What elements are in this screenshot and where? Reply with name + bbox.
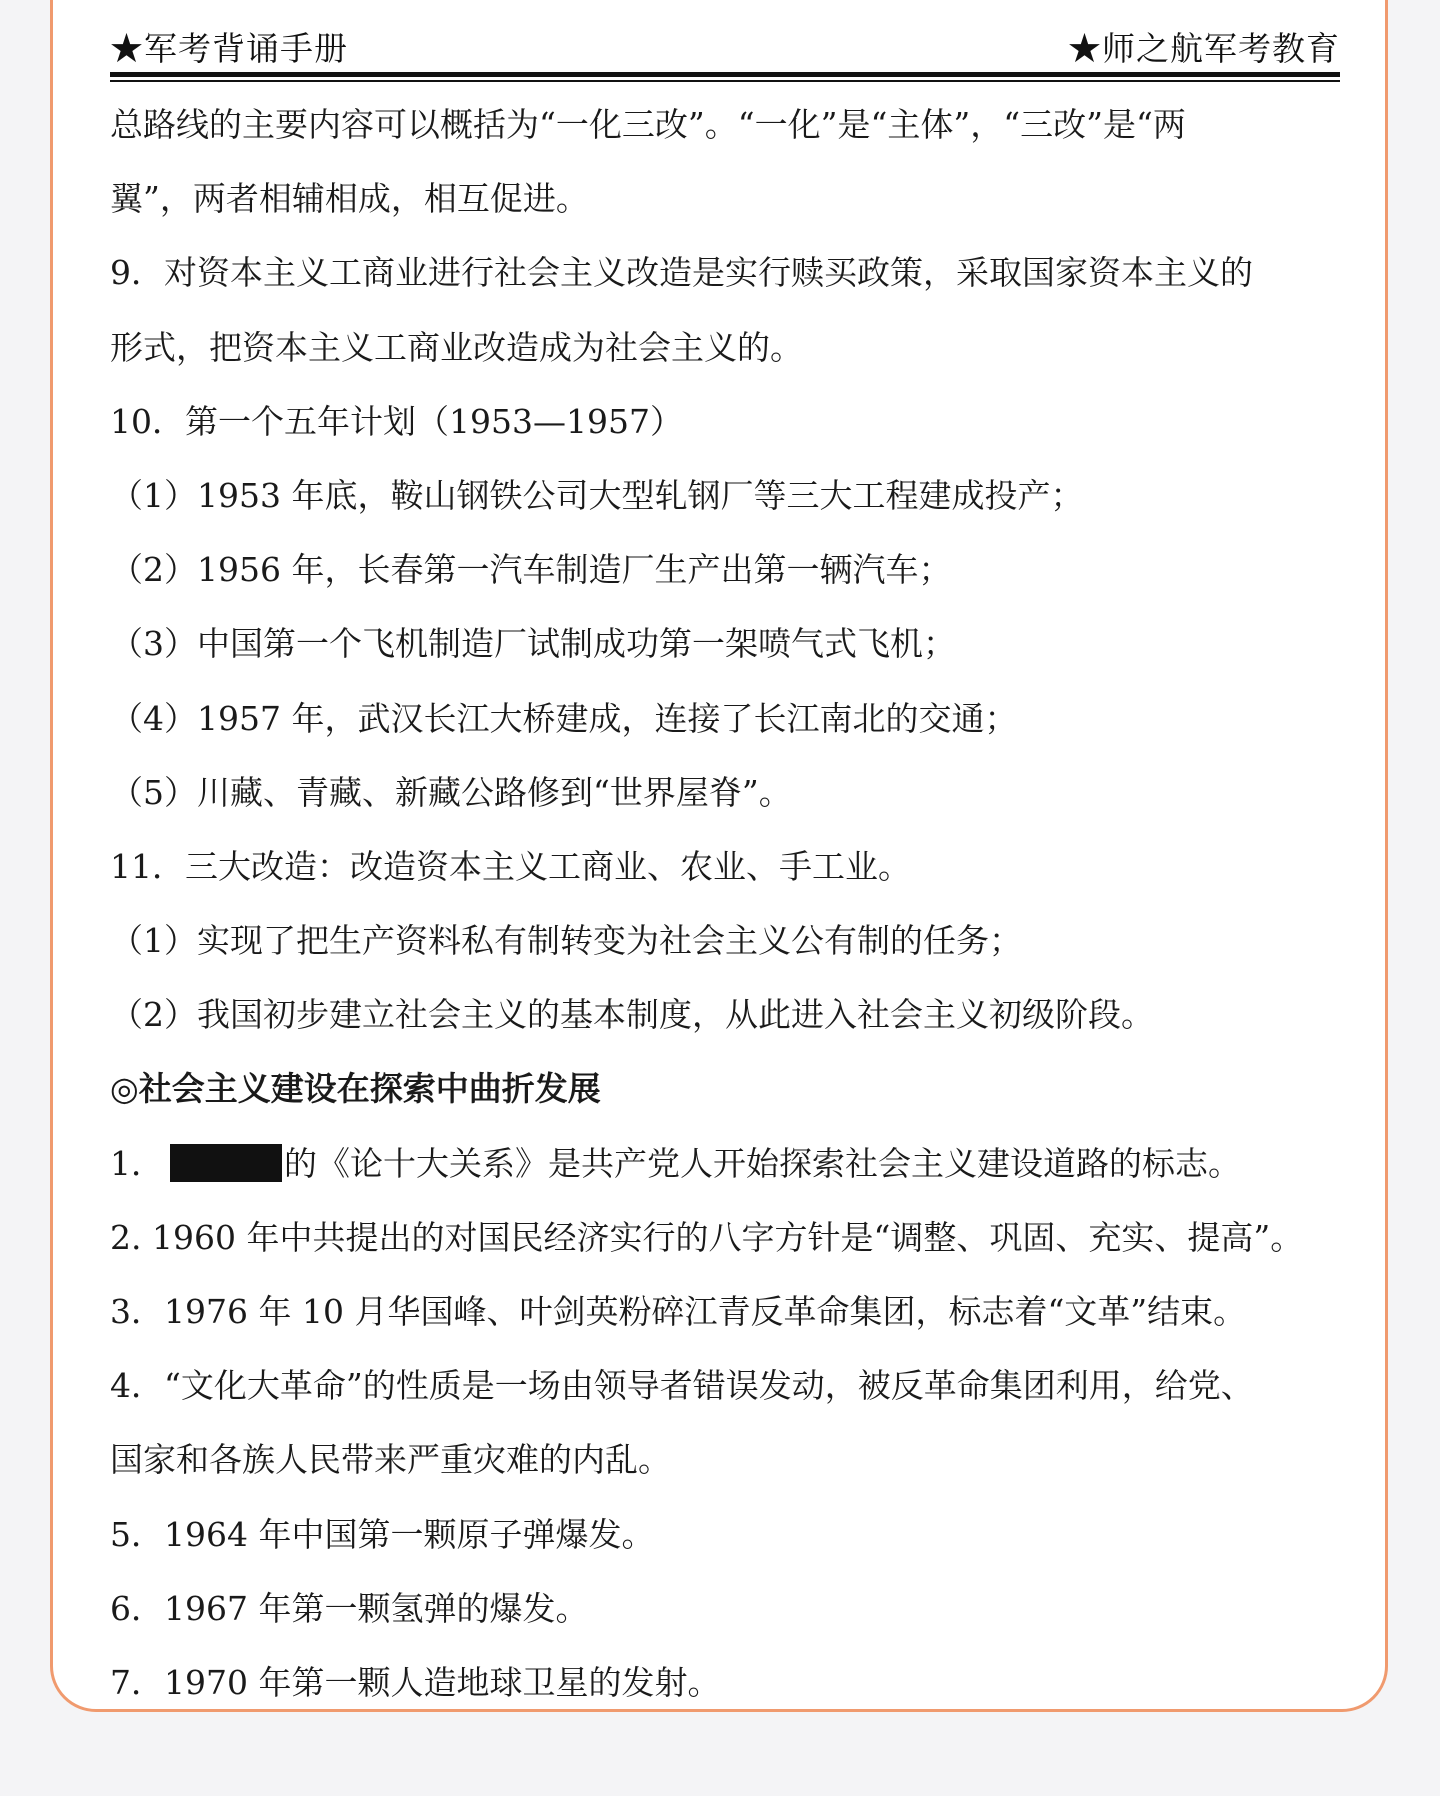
text-line: （5）川藏、青藏、新藏公路修到“世界屋脊”。	[110, 772, 792, 812]
text-line: 10．第一个五年计划（1953—1957）	[110, 401, 683, 441]
text-line: 5．1964 年中国第一颗原子弹爆发。	[110, 1514, 655, 1554]
text-line: 6．1967 年第一颗氢弹的爆发。	[110, 1588, 589, 1628]
page-body	[110, 88, 1342, 1720]
text-line: （2）我国初步建立社会主义的基本制度，从此进入社会主义初级阶段。	[110, 995, 1154, 1035]
section-heading: ◎社会主义建设在探索中曲折发展	[110, 1069, 601, 1109]
text-line: 总路线的主要内容可以概括为“一化三改”。“一化”是“主体”，“三改”是“两	[110, 105, 1186, 144]
text-line: 2. 1960 年中共提出的对国民经济实行的八字方针是“调整、巩固、充实、提高”。	[110, 1217, 1304, 1257]
text-line: （2）1956 年，长春第一汽车制造厂生产出第一辆汽车；	[110, 550, 952, 590]
header-right-title: ★师之航军考教育	[1068, 29, 1340, 68]
text-line: 9．对资本主义工商业进行社会主义改造是实行赎买政策，采取国家资本主义的	[110, 253, 1253, 293]
text-line: （3）中国第一个飞机制造厂试制成功第一架喷气式飞机；	[110, 624, 956, 664]
text-line: 11．三大改造：改造资本主义工商业、农业、手工业。	[110, 846, 911, 886]
item-number: 1．	[110, 1143, 164, 1183]
text-line: 7．1970 年第一颗人造地球卫星的发射。	[110, 1662, 721, 1702]
text-line: （1）1953 年底，鞍山钢铁公司大型轧钢厂等三大工程建成投产；	[110, 475, 1084, 515]
header-left-title: ★军考背诵手册	[110, 29, 348, 68]
page-header	[110, 20, 1340, 70]
item-text: 的《论十大关系》是共产党人开始探索社会主义建设道路的标志。	[284, 1143, 1241, 1183]
redaction-block	[170, 1144, 282, 1182]
text-line: 国家和各族人民带来严重灾难的内乱。	[110, 1440, 671, 1480]
text-line: 形式，把资本主义工商业改造成为社会主义的。	[110, 327, 803, 367]
text-line-redacted	[110, 1127, 1342, 1201]
header-rule-thin	[110, 80, 1340, 82]
text-line: 翼”，两者相辅相成，相互促进。	[110, 179, 589, 219]
text-line: （1）实现了把生产资料私有制转变为社会主义公有制的任务；	[110, 921, 1022, 961]
text-line: 4．“文化大革命”的性质是一场由领导者错误发动，被反革命集团利用，给党、	[110, 1366, 1254, 1406]
text-line: 3．1976 年 10 月华国峰、叶剑英粉碎江青反革命集团，标志着“文革”结束。	[110, 1292, 1247, 1331]
header-rule-thick	[110, 72, 1340, 77]
text-line: （4）1957 年，武汉长江大桥建成，连接了长江南北的交通；	[110, 698, 1018, 738]
